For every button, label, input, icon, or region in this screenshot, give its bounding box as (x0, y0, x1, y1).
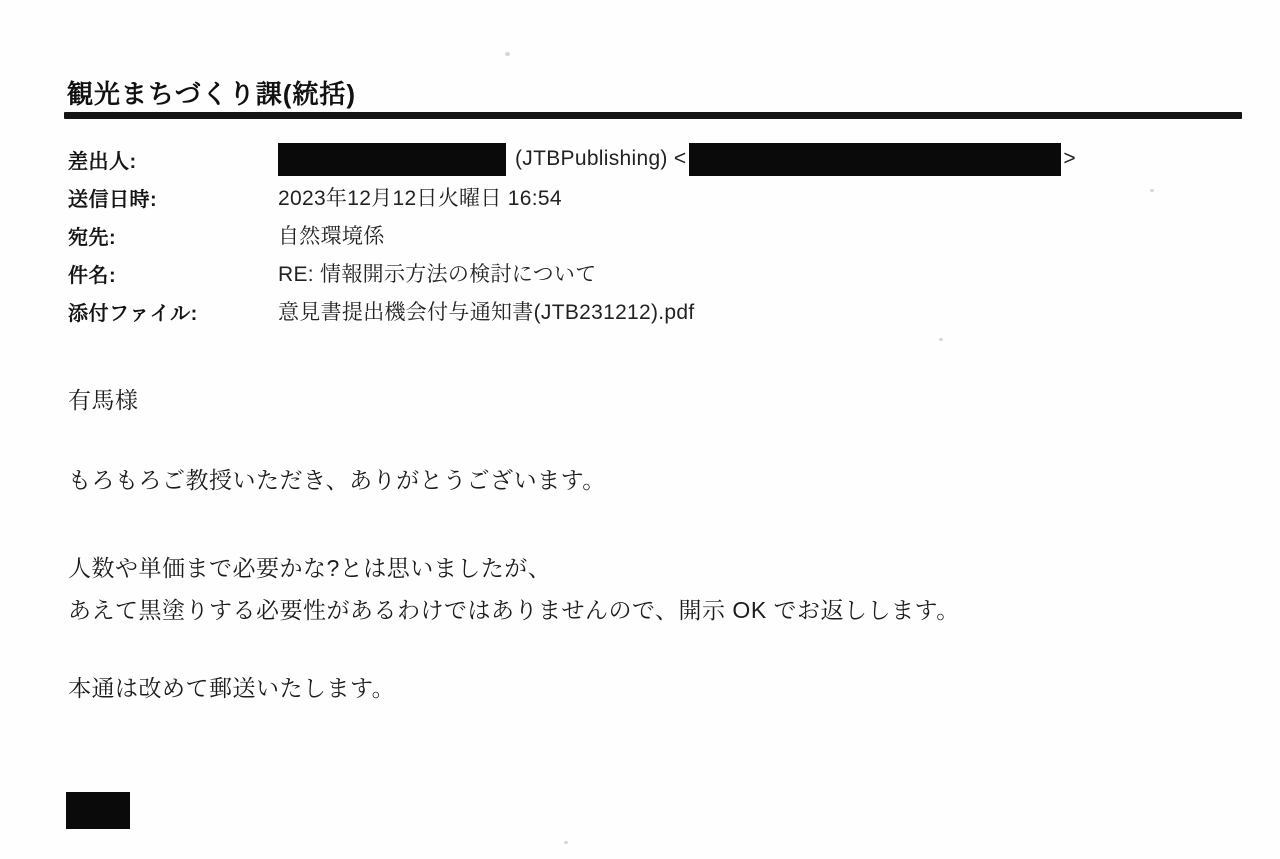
scan-artifact (939, 338, 943, 341)
body-line: 人数や単価まで必要かな?とは思いましたが、 (68, 555, 552, 581)
subject-value: RE: 情報開示方法の検討について (278, 263, 597, 286)
to-row (68, 216, 1250, 254)
body-paragraph (68, 547, 960, 631)
from-visible-text: (JTBPublishing) < (515, 147, 687, 170)
greeting-line: 有馬様 (68, 387, 139, 413)
from-label: 差出人: (68, 150, 137, 173)
sent-value: 2023年12月12日火曜日 16:54 (278, 187, 562, 210)
scan-artifact (505, 52, 510, 56)
subject-label: 件名: (68, 264, 117, 287)
from-row (68, 140, 1250, 178)
from-closing-bracket: > (1063, 147, 1076, 170)
scan-artifact (564, 841, 568, 844)
redaction-bar-sender-name (278, 143, 506, 176)
email-header (68, 140, 1250, 330)
body-line: あえて黒塗りする必要性があるわけではありませんので、開示 OK でお返しします。 (68, 597, 960, 623)
scan-artifact (1150, 189, 1154, 192)
to-value: 自然環境係 (278, 225, 385, 248)
redaction-box-signature (66, 792, 130, 829)
from-value (278, 143, 1076, 176)
sent-row (68, 178, 1250, 216)
body-paragraph: 本通は改めて郵送いたします。 (68, 675, 396, 701)
title-underline-rule (64, 112, 1242, 119)
to-label: 宛先: (68, 226, 117, 249)
attachment-row (68, 292, 1250, 330)
body-paragraph: もろもろご教授いただき、ありがとうございます。 (68, 467, 606, 493)
attachment-value: 意見書提出機会付与通知書(JTB231212).pdf (278, 301, 695, 324)
redaction-bar-sender-address (689, 143, 1061, 176)
attachment-label: 添付ファイル: (68, 302, 198, 325)
sent-label: 送信日時: (68, 188, 158, 211)
department-title: 観光まちづくり課(統括) (67, 79, 357, 109)
subject-row (68, 254, 1250, 292)
